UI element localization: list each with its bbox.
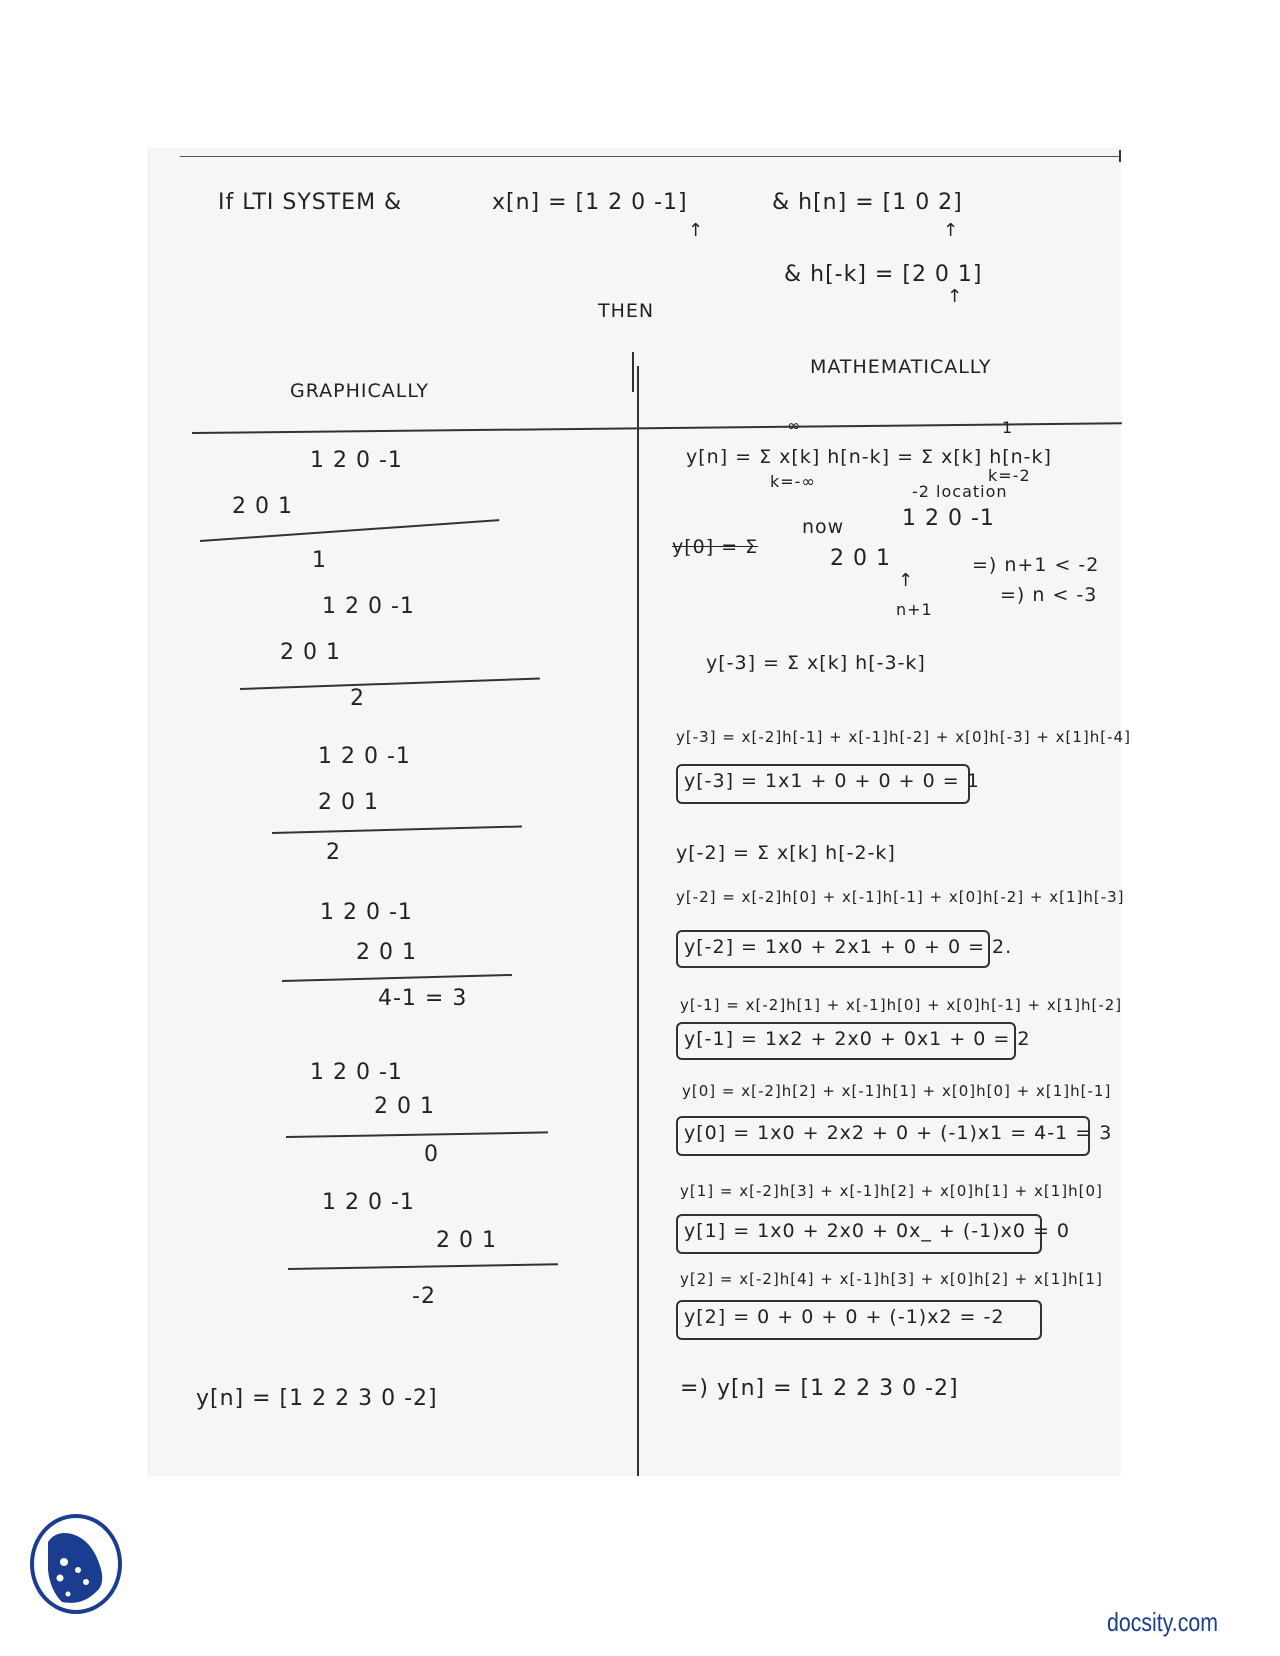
y-minus-1-expansion: y[-1] = x[-2]h[1] + x[-1]h[0] + x[0]h[-1] + x[1]h[-2]	[680, 996, 1123, 1014]
step-result: -2	[412, 1284, 436, 1309]
step-top-sequence: 1 2 0 -1	[310, 448, 403, 473]
alignment-bottom-sequence: 2 0 1	[830, 546, 891, 571]
location-note: -2 location	[912, 482, 1008, 501]
x-origin-arrow-icon: ↑	[688, 220, 704, 241]
step-top-sequence: 1 2 0 -1	[322, 1190, 415, 1215]
h-reflected-definition: & h[-k] = [2 0 1]	[784, 262, 983, 287]
y-1-result: y[1] = 1x0 + 2x0 + 0x_ + (-1)x0 = 0	[684, 1220, 1071, 1242]
mathematically-heading: MATHEMATICALLY	[810, 356, 992, 378]
y-0-result: y[0] = 1x0 + 2x2 + 0 + (-1)x1 = 4-1 = 3	[684, 1122, 1113, 1144]
step-bottom-sequence: 2 0 1	[436, 1228, 497, 1253]
condition-1: =) n+1 < -2	[972, 554, 1100, 576]
step-result: 2	[326, 840, 341, 865]
graphical-final-result: y[n] = [1 2 2 3 0 -2]	[196, 1386, 438, 1411]
step-bottom-sequence: 2 0 1	[374, 1094, 435, 1119]
y-minus-3-expansion: y[-3] = x[-2]h[-1] + x[-1]h[-2] + x[0]h[-3] + x[1]h[-4]	[676, 728, 1131, 746]
step-result: 1	[312, 548, 327, 573]
vertical-divider-top	[632, 352, 634, 392]
step-top-sequence: 1 2 0 -1	[320, 900, 413, 925]
n-plus-1-label: n+1	[896, 600, 933, 619]
sum2-lower-limit: k=-2	[988, 466, 1031, 485]
sum2-upper-limit: 1	[1002, 418, 1014, 437]
step-bottom-sequence: 2 0 1	[280, 640, 341, 665]
problem-intro: If LTI SYSTEM &	[218, 190, 403, 215]
graphically-heading: GRAPHICALLY	[290, 380, 430, 402]
then-label: THEN	[598, 300, 655, 322]
step-bottom-sequence: 2 0 1	[318, 790, 379, 815]
h-reflected-origin-arrow-icon: ↑	[947, 286, 963, 307]
y-0-expansion: y[0] = x[-2]h[2] + x[-1]h[1] + x[0]h[0] + x[1]h[-1]	[682, 1082, 1112, 1100]
x-definition: x[n] = [1 2 0 -1]	[492, 190, 688, 215]
step-result: 2	[350, 686, 365, 711]
step-bottom-sequence: 2 0 1	[232, 494, 293, 519]
step-top-sequence: 1 2 0 -1	[322, 594, 415, 619]
y-minus-2-sum: y[-2] = Σ x[k] h[-2-k]	[676, 842, 896, 864]
vertical-divider	[637, 366, 639, 1476]
n-plus-1-arrow-icon: ↑	[898, 570, 914, 591]
h-origin-arrow-icon: ↑	[943, 220, 959, 241]
y-2-result: y[2] = 0 + 0 + 0 + (-1)x2 = -2	[684, 1306, 1005, 1328]
struck-out-expression: y[0] = Σ	[672, 536, 759, 558]
sum1-lower-limit: k=-∞	[770, 472, 816, 491]
step-top-sequence: 1 2 0 -1	[318, 744, 411, 769]
docsity-brand-link[interactable]: docsity.com	[1107, 1607, 1218, 1637]
step-result: 0	[424, 1142, 439, 1167]
page-edge-line	[180, 156, 1120, 157]
y-minus-1-result: y[-1] = 1x2 + 2x0 + 0x1 + 0 = 2	[684, 1028, 1031, 1050]
y-1-expansion: y[1] = x[-2]h[3] + x[-1]h[2] + x[0]h[1] + x[1]h[0]	[680, 1182, 1103, 1200]
mathematical-final-result: =) y[n] = [1 2 2 3 0 -2]	[680, 1376, 959, 1401]
y-2-expansion: y[2] = x[-2]h[4] + x[-1]h[3] + x[0]h[2] + x[1]h[1]	[680, 1270, 1103, 1288]
step-result: 4-1 = 3	[378, 986, 468, 1011]
step-top-sequence: 1 2 0 -1	[310, 1060, 403, 1085]
convolution-definition: y[n] = Σ x[k] h[n-k] = Σ x[k] h[n-k]	[686, 446, 1052, 468]
page-corner-mark	[1119, 150, 1121, 162]
now-label: now	[802, 516, 845, 538]
condition-2: =) n < -3	[1000, 584, 1098, 606]
alignment-top-sequence: 1 2 0 -1	[902, 506, 995, 531]
y-minus-3-sum: y[-3] = Σ x[k] h[-3-k]	[706, 652, 926, 674]
sum1-upper-limit: ∞	[787, 416, 802, 435]
step-bottom-sequence: 2 0 1	[356, 940, 417, 965]
y-minus-3-result: y[-3] = 1x1 + 0 + 0 + 0 = 1	[684, 770, 980, 792]
y-minus-2-result: y[-2] = 1x0 + 2x1 + 0 + 0 = 2.	[684, 936, 1013, 958]
h-definition: & h[n] = [1 0 2]	[772, 190, 963, 215]
y-minus-2-expansion: y[-2] = x[-2]h[0] + x[-1]h[-1] + x[0]h[-2] + x[1]h[-3]	[676, 888, 1125, 906]
docsity-logo-icon[interactable]	[26, 1510, 130, 1614]
